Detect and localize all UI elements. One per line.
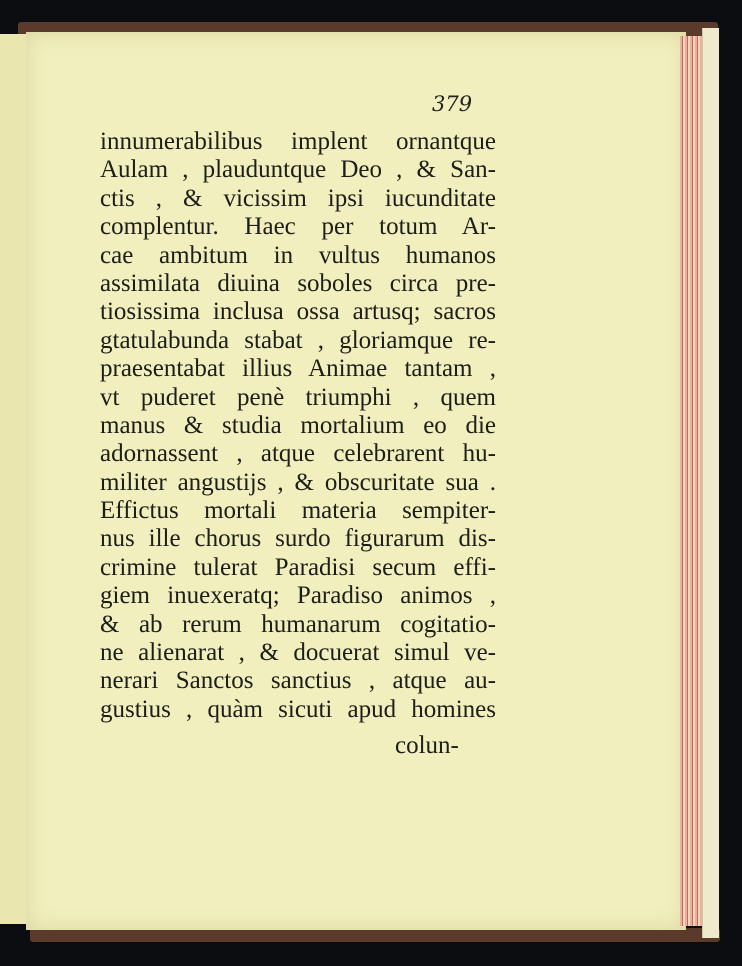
text-line: manus & studia mortalium eo die: [100, 411, 496, 439]
body-text: [100, 128, 496, 724]
text-line: vt puderet penè triumphi , quem: [100, 383, 496, 411]
text-line: cae ambitum in vultus humanos: [100, 241, 496, 269]
text-line: assimilata diuina soboles circa pre-: [100, 269, 496, 297]
text-line: crimine tulerat Paradisi secum effi-: [100, 553, 496, 581]
page-edges: [680, 36, 702, 926]
page-number: 379: [432, 92, 473, 116]
text-line: gtatulabunda stabat , gloriamque re-: [100, 326, 496, 354]
text-line: praesentabat illius Animae tantam ,: [100, 355, 496, 383]
text-line: Aulam , plauduntque Deo , & San-: [100, 156, 496, 184]
text-line: tiosissima inclusa ossa artusq; sacros: [100, 298, 496, 326]
page-edge-outer: [702, 28, 719, 938]
text-line: Effictus mortali materia sempiter-: [100, 497, 496, 525]
text-line: ne alienarat , & docuerat simul ve-: [100, 639, 496, 667]
text-line: complentur. Haec per totum Ar-: [100, 213, 496, 241]
catchword: colun-: [395, 732, 459, 759]
facing-page-edge: [0, 34, 27, 924]
text-line: nus ille chorus surdo figurarum dis-: [100, 525, 496, 553]
book-cover-bottom: [30, 928, 720, 942]
text-line: militer angustijs , & obscuritate sua .: [100, 468, 496, 496]
text-line: nerari Sanctos sanctius , atque au-: [100, 667, 496, 695]
text-line: innumerabilibus implent ornantque: [100, 128, 496, 155]
text-line: giem inuexeratq; Paradiso animos ,: [100, 582, 496, 610]
text-line: gustius , quàm sicuti apud homines: [100, 695, 496, 723]
text-line: & ab rerum humanarum cogitatio-: [100, 610, 496, 638]
text-line: adornassent , atque celebrarent hu-: [100, 440, 496, 468]
text-line: ctis , & vicissim ipsi iucunditate: [100, 184, 496, 212]
